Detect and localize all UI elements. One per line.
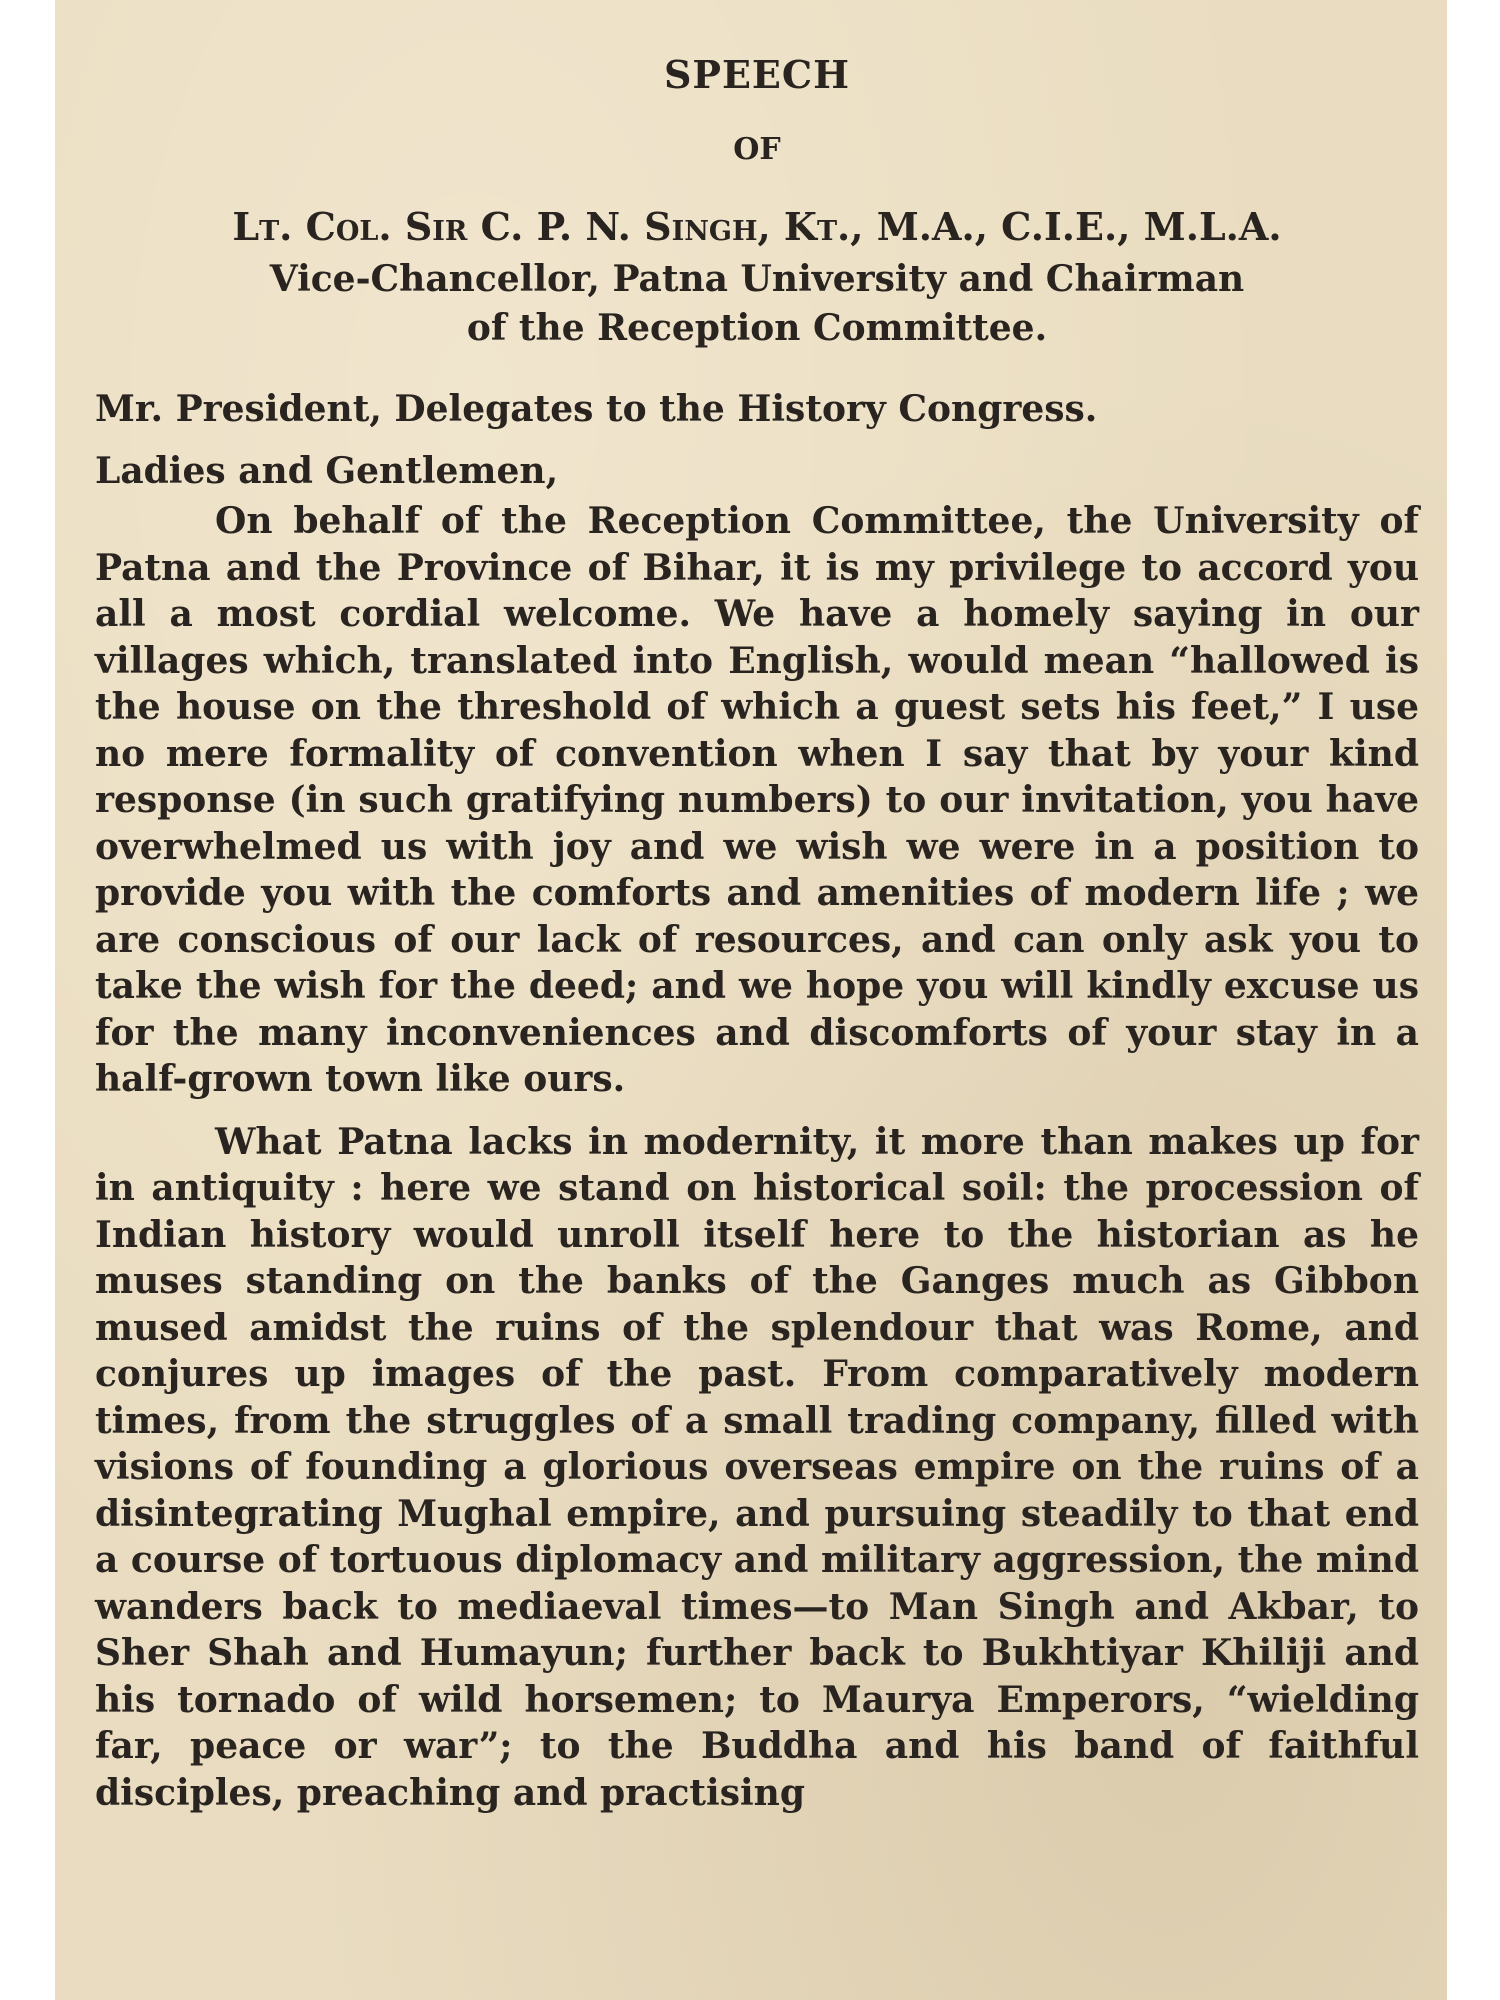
body-paragraph-2: What Patna lacks in modernity, it more than makes up for in antiquity : here we stand on historical soil: the procession of Indian history would unroll itself here to the historian as he muses standing on the banks of the Ganges much as Gibbon mused amidst the ruins of the splendour that was Rome, and conjures up images of the past. From comparatively modern times, from the struggles of a small trading company, filled with visions of founding a glorious overseas empire on the ruins of a disintegrating Mughal empire, and pursuing steadily to that end a course of tortuous diplomacy and military aggression, the mind wanders back to mediaeval times—to Man Singh and Akbar, to Sher Shah and Humayun; further back to Bukhtiyar Khiliji and his tornado of wild horsemen; to Maurya Emperors, “wielding far, peace or war”; to the Buddha and his band of faithful disciples, preaching and practising [95, 1120, 1419, 1814]
document-page [55, 0, 1447, 2000]
salutation-line-2: Ladies and Gentlemen, [95, 450, 559, 493]
speaker-role-line-2: of the Reception Committee. [466, 306, 1048, 349]
speech-title: SPEECH [663, 52, 851, 97]
salutation-line-1: Mr. President, Delegates to the History Congress. [95, 388, 1098, 431]
body-paragraph-1: On behalf of the Reception Committee, the University of Patna and the Province of Bihar, it is my privilege to accord you all a most cordial welcome. We have a homely saying in our villages which, translated into English, would mean “hallowed is the house on the threshold of which a guest sets his feet,” I use no mere formality of convention when I say that by your kind response (in such gratifying numbers) to our invitation, you have overwhelmed us with joy and we wish we were in a position to provide you with the comforts and amenities of modern life ; we are conscious of our lack of resources, and can only ask you to take the wish for the deed; and we hope you will kindly excuse us for the many inconveniences and discomforts of your stay in a half-grown town like ours. [95, 500, 1419, 1101]
speaker-name: Lt. Col. Sir C. P. N. Singh, Kt., M.A., C.I.E., M.L.A. [232, 203, 1282, 249]
of-label: OF [733, 131, 781, 167]
speaker-role-line-1: Vice-Chancellor, Patna University and Chairman [269, 258, 1245, 301]
